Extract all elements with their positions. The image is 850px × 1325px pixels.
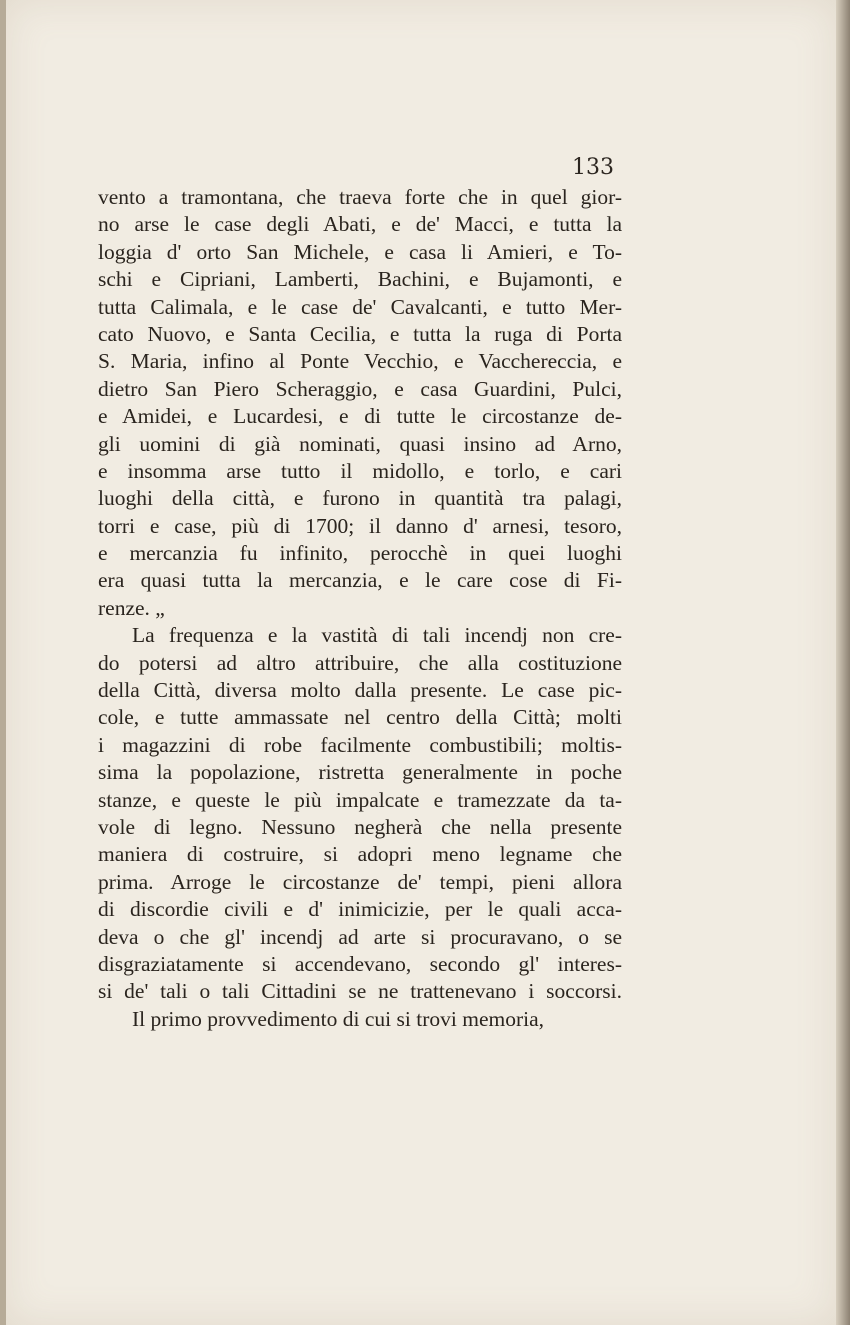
paragraph-start-line: La frequenza e la vastità di tali incendj non cre- bbox=[132, 623, 622, 648]
text-line: tutta Calimala, e le case de' Cavalcanti, e tutto Mer- bbox=[98, 294, 622, 319]
text-line: deva o che gl' incendj ad arte si procuravano, o se bbox=[98, 924, 622, 949]
text-line: loggia d' orto San Michele, e casa li Amieri, e To- bbox=[98, 239, 622, 264]
paragraph-start-line: Il primo provvedimento di cui si trovi memoria, bbox=[132, 1006, 545, 1031]
text-line: e mercanzia fu infinito, perocchè in quei luoghi bbox=[98, 541, 622, 566]
body-text bbox=[98, 184, 622, 1033]
text-line: do potersi ad altro attribuire, che alla costituzione bbox=[98, 650, 622, 675]
text-line: di discordie civili e d' inimicizie, per le quali acca- bbox=[98, 897, 622, 922]
text-line: i magazzini di robe facilmente combustibili; moltis- bbox=[98, 732, 622, 757]
page-number: 133 bbox=[572, 155, 614, 180]
text-line: vento a tramontana, che traeva forte che in quel gior- bbox=[98, 185, 622, 209]
text-line: schi e Cipriani, Lamberti, Bachini, e Bujamonti, e bbox=[98, 267, 622, 292]
text-line: maniera di costruire, si adopri meno legname che bbox=[98, 842, 622, 867]
text-line: torri e case, più di 1700; il danno d' arnesi, tesoro, bbox=[98, 513, 622, 538]
text-line: si de' tali o tali Cittadini se ne trattenevano i soccorsi. bbox=[98, 979, 622, 1004]
text-line: stanze, e queste le più impalcate e tramezzate da ta- bbox=[98, 787, 622, 812]
text-line: era quasi tutta la mercanzia, e le care cose di Fi- bbox=[98, 568, 622, 593]
text-line: vole di legno. Nessuno negherà che nella presente bbox=[98, 814, 622, 839]
text-line: S. Maria, infino al Ponte Vecchio, e Vacchereccia, e bbox=[98, 349, 622, 374]
text-line: disgraziatamente si accendevano, secondo gl' interes- bbox=[98, 951, 622, 976]
text-line: gli uomini di già nominati, quasi insino ad Arno, bbox=[98, 431, 622, 456]
text-line: prima. Arroge le circostanze de' tempi, pieni allora bbox=[98, 869, 622, 894]
text-line: e Amidei, e Lucardesi, e di tutte le circostanze de- bbox=[98, 404, 622, 429]
text-line: luoghi della città, e furono in quantità tra palagi, bbox=[98, 486, 622, 511]
text-line: cole, e tutte ammassate nel centro della Città; molti bbox=[98, 705, 622, 730]
text-line: dietro San Piero Scheraggio, e casa Guardini, Pulci, bbox=[98, 376, 622, 401]
text-line: sima la popolazione, ristretta generalmente in poche bbox=[98, 760, 622, 785]
text-line: e insomma arse tutto il midollo, e torlo, e cari bbox=[98, 458, 622, 483]
text-line: della Città, diversa molto dalla presente. Le case pic- bbox=[98, 678, 622, 703]
book-spine bbox=[836, 0, 850, 1325]
text-line: no arse le case degli Abati, e de' Macci, e tutta la bbox=[98, 212, 622, 237]
text-line: cato Nuovo, e Santa Cecilia, e tutta la ruga di Porta bbox=[98, 321, 622, 346]
text-line: renze. „ bbox=[98, 595, 165, 620]
